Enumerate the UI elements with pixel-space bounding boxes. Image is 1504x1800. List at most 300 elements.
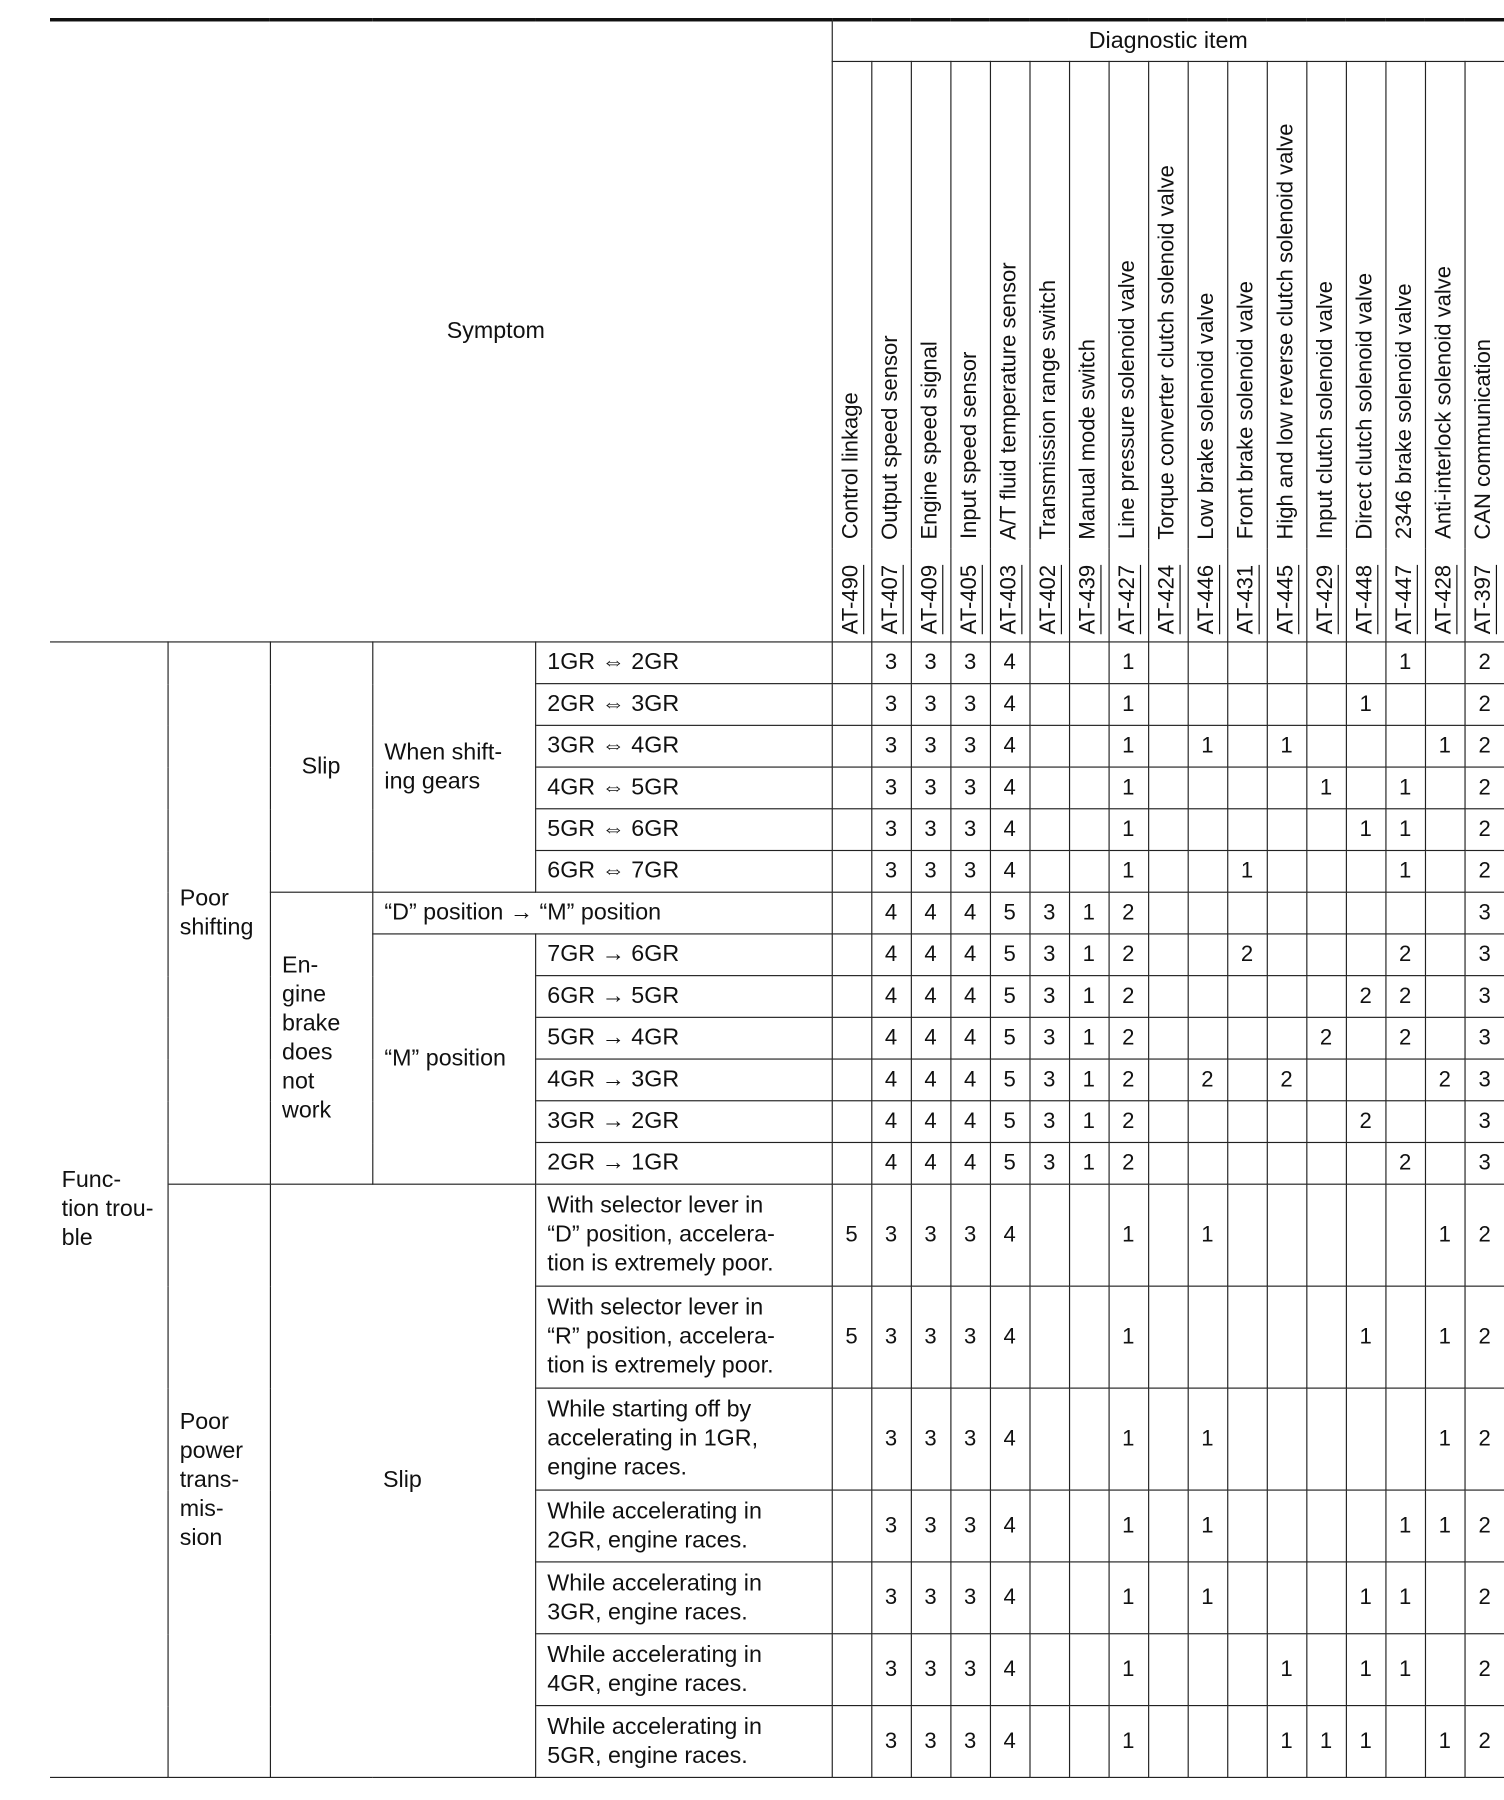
item-name-wrap bbox=[1030, 62, 1068, 549]
priority-cell: 3 bbox=[871, 767, 911, 809]
priority-cell bbox=[1148, 1286, 1188, 1388]
priority-cell bbox=[1227, 767, 1267, 809]
priority-cell: 2 bbox=[1465, 767, 1504, 809]
priority-cell bbox=[1425, 684, 1465, 726]
priority-cell: 1 bbox=[1109, 1706, 1149, 1778]
diagnostic-item-header: Diagnostic item bbox=[832, 20, 1504, 62]
item-ref-cell bbox=[950, 549, 990, 642]
item-ref-cell bbox=[1188, 549, 1228, 642]
priority-cell: 4 bbox=[990, 1706, 1030, 1778]
item-name: Line pressure solenoid valve bbox=[1115, 260, 1140, 540]
priority-cell bbox=[832, 1634, 872, 1706]
item-ref-link[interactable]: AT-428 bbox=[1431, 565, 1457, 635]
item-ref-cell bbox=[1069, 549, 1109, 642]
item-name-wrap bbox=[951, 62, 989, 549]
priority-cell: 1 bbox=[1385, 1562, 1425, 1634]
symptom-cell: 5GR ⇔ 6GR bbox=[535, 809, 832, 851]
item-name-wrap bbox=[872, 62, 910, 549]
item-name-wrap bbox=[1346, 62, 1384, 549]
priority-cell: 3 bbox=[950, 1286, 990, 1388]
priority-cell: 1 bbox=[1069, 934, 1109, 976]
item-name-wrap bbox=[1109, 62, 1147, 549]
priority-cell: 3 bbox=[950, 725, 990, 767]
symptom-cell: 1GR ⇔ 2GR bbox=[535, 642, 832, 684]
priority-cell bbox=[1188, 1286, 1228, 1388]
priority-cell bbox=[1425, 892, 1465, 934]
item-name-wrap bbox=[1149, 62, 1187, 549]
priority-cell: 1 bbox=[1109, 1388, 1149, 1490]
item-header bbox=[1069, 61, 1109, 548]
priority-cell bbox=[1188, 642, 1228, 684]
item-ref-link[interactable]: AT-407 bbox=[878, 565, 903, 635]
priority-cell bbox=[1148, 1706, 1188, 1778]
item-name: Low brake solenoid valve bbox=[1194, 292, 1220, 540]
priority-cell: 5 bbox=[990, 1059, 1030, 1101]
priority-cell: 4 bbox=[911, 1101, 951, 1143]
priority-cell bbox=[832, 642, 872, 684]
priority-cell bbox=[1069, 1388, 1109, 1490]
priority-cell bbox=[1188, 1017, 1228, 1059]
item-ref-cell bbox=[1385, 549, 1425, 642]
priority-cell bbox=[1227, 892, 1267, 934]
priority-cell: 1 bbox=[1109, 1490, 1149, 1562]
item-name: Manual mode switch bbox=[1075, 338, 1101, 540]
priority-cell bbox=[832, 1142, 872, 1184]
priority-cell: 3 bbox=[1465, 1017, 1504, 1059]
priority-cell bbox=[832, 725, 872, 767]
item-ref-link[interactable]: AT-448 bbox=[1352, 565, 1378, 635]
item-name: Transmission range switch bbox=[1036, 279, 1061, 540]
priority-cell bbox=[1267, 850, 1307, 892]
priority-cell bbox=[1069, 767, 1109, 809]
priority-cell: 3 bbox=[911, 1286, 951, 1388]
priority-cell bbox=[1306, 1059, 1346, 1101]
priority-cell bbox=[1069, 1490, 1109, 1562]
item-ref-cell bbox=[1227, 549, 1267, 642]
priority-cell: 2 bbox=[1306, 1017, 1346, 1059]
priority-cell: 1 bbox=[1188, 1388, 1228, 1490]
priority-cell bbox=[1425, 767, 1465, 809]
priority-cell: 5 bbox=[832, 1286, 872, 1388]
symptom-cell: 7GR → 6GR bbox=[535, 934, 832, 976]
priority-cell: 1 bbox=[1267, 1634, 1307, 1706]
priority-cell bbox=[1188, 1101, 1228, 1143]
priority-cell: 4 bbox=[871, 934, 911, 976]
priority-cell: 3 bbox=[1465, 934, 1504, 976]
priority-cell bbox=[1188, 767, 1228, 809]
item-ref-link[interactable]: AT-490 bbox=[838, 565, 864, 635]
item-name: Input clutch solenoid valve bbox=[1313, 281, 1338, 540]
priority-cell bbox=[1148, 725, 1188, 767]
priority-cell: 3 bbox=[1029, 892, 1069, 934]
priority-cell bbox=[1385, 892, 1425, 934]
priority-cell bbox=[1267, 642, 1307, 684]
item-name: Direct clutch solenoid valve bbox=[1352, 272, 1378, 540]
priority-cell: 3 bbox=[871, 642, 911, 684]
priority-cell bbox=[1148, 934, 1188, 976]
priority-cell: 3 bbox=[1029, 1017, 1069, 1059]
priority-cell: 2 bbox=[1465, 850, 1504, 892]
priority-cell: 1 bbox=[1267, 1706, 1307, 1778]
priority-cell: 3 bbox=[911, 684, 951, 726]
priority-cell bbox=[1306, 1490, 1346, 1562]
priority-cell bbox=[1227, 976, 1267, 1018]
item-ref-cell bbox=[990, 549, 1030, 642]
priority-cell: 2 bbox=[1267, 1059, 1307, 1101]
item-name-wrap bbox=[1426, 62, 1464, 549]
symptom-header: Symptom bbox=[50, 20, 832, 642]
item-name-wrap bbox=[911, 62, 949, 549]
priority-cell bbox=[1306, 850, 1346, 892]
priority-cell: 1 bbox=[1425, 1388, 1465, 1490]
priority-cell bbox=[1306, 1388, 1346, 1490]
priority-cell bbox=[1029, 1490, 1069, 1562]
priority-cell: 4 bbox=[990, 725, 1030, 767]
symptom-cell: 3GR → 2GR bbox=[535, 1101, 832, 1143]
priority-cell: 4 bbox=[911, 1059, 951, 1101]
priority-cell bbox=[1306, 725, 1346, 767]
item-name: High and low reverse clutch solenoid valve bbox=[1273, 123, 1299, 540]
item-header bbox=[871, 61, 911, 548]
priority-cell: 1 bbox=[1109, 1634, 1149, 1706]
priority-cell: 1 bbox=[1109, 1184, 1149, 1286]
priority-cell: 3 bbox=[871, 850, 911, 892]
item-ref-wrap bbox=[1030, 549, 1068, 642]
priority-cell bbox=[1029, 1388, 1069, 1490]
item-name: Front brake solenoid valve bbox=[1234, 281, 1259, 540]
item-name-wrap bbox=[1307, 62, 1345, 549]
item-name: Control linkage bbox=[838, 392, 864, 540]
priority-cell bbox=[832, 1562, 872, 1634]
priority-cell bbox=[1148, 1142, 1188, 1184]
priority-cell bbox=[1425, 642, 1465, 684]
item-header bbox=[1029, 61, 1069, 548]
priority-cell bbox=[1029, 767, 1069, 809]
priority-cell bbox=[832, 809, 872, 851]
priority-cell: 1 bbox=[1425, 725, 1465, 767]
priority-cell: 1 bbox=[1069, 892, 1109, 934]
priority-cell: 3 bbox=[1029, 1059, 1069, 1101]
priority-cell bbox=[1188, 1142, 1228, 1184]
diagnostic-sheet bbox=[50, 18, 1504, 1778]
priority-cell: 4 bbox=[990, 1286, 1030, 1388]
priority-cell bbox=[1227, 1286, 1267, 1388]
priority-cell bbox=[1029, 1184, 1069, 1286]
priority-cell bbox=[1385, 1101, 1425, 1143]
priority-cell bbox=[1267, 1286, 1307, 1388]
item-ref-cell bbox=[1465, 549, 1504, 642]
priority-cell: 3 bbox=[911, 725, 951, 767]
priority-cell bbox=[1148, 1184, 1188, 1286]
item-name-wrap bbox=[1188, 62, 1226, 549]
item-ref-link[interactable]: AT-402 bbox=[1036, 565, 1061, 635]
priority-cell bbox=[832, 1059, 872, 1101]
priority-cell: 1 bbox=[1188, 1490, 1228, 1562]
priority-cell: 1 bbox=[1425, 1706, 1465, 1778]
priority-cell: 4 bbox=[911, 976, 951, 1018]
item-name: Engine speed signal bbox=[917, 341, 943, 540]
priority-cell: 5 bbox=[990, 892, 1030, 934]
priority-cell: 5 bbox=[990, 934, 1030, 976]
priority-cell: 3 bbox=[911, 809, 951, 851]
priority-cell bbox=[1148, 1490, 1188, 1562]
priority-cell: 2 bbox=[1425, 1059, 1465, 1101]
symptom-cell: 4GR ⇔ 5GR bbox=[535, 767, 832, 809]
priority-cell bbox=[1267, 1388, 1307, 1490]
symptom-cell: While accelerating in 2GR, engine races. bbox=[535, 1490, 832, 1562]
priority-cell: 2 bbox=[1465, 1388, 1504, 1490]
priority-cell bbox=[1425, 976, 1465, 1018]
priority-cell: 3 bbox=[1029, 934, 1069, 976]
priority-cell: 3 bbox=[950, 684, 990, 726]
item-header bbox=[1385, 61, 1425, 548]
symptom-cell: 6GR → 5GR bbox=[535, 976, 832, 1018]
item-ref-cell bbox=[1148, 549, 1188, 642]
priority-cell: 2 bbox=[1385, 1017, 1425, 1059]
priority-cell bbox=[1385, 684, 1425, 726]
priority-cell bbox=[1148, 1562, 1188, 1634]
priority-cell: 1 bbox=[1425, 1490, 1465, 1562]
priority-cell bbox=[832, 850, 872, 892]
priority-cell bbox=[1425, 809, 1465, 851]
priority-cell bbox=[1148, 1017, 1188, 1059]
priority-cell: 1 bbox=[1306, 767, 1346, 809]
priority-cell bbox=[1029, 725, 1069, 767]
item-ref-link[interactable]: AT-429 bbox=[1313, 565, 1338, 635]
item-ref-wrap bbox=[832, 549, 870, 642]
priority-cell: 4 bbox=[990, 1388, 1030, 1490]
priority-cell bbox=[1306, 892, 1346, 934]
item-ref-link[interactable]: AT-409 bbox=[917, 565, 943, 635]
item-ref-wrap bbox=[1465, 549, 1504, 642]
item-ref-link[interactable]: AT-397 bbox=[1471, 565, 1497, 635]
priority-cell: 1 bbox=[1069, 1142, 1109, 1184]
when-shifting-label: When shift- ing gears bbox=[372, 642, 535, 892]
item-ref-link[interactable]: AT-447 bbox=[1392, 565, 1417, 635]
priority-cell bbox=[1306, 1634, 1346, 1706]
item-ref-link[interactable]: AT-431 bbox=[1234, 565, 1259, 635]
priority-cell bbox=[1069, 684, 1109, 726]
priority-cell: 3 bbox=[871, 1490, 911, 1562]
priority-cell: 2 bbox=[1109, 934, 1149, 976]
priority-cell: 3 bbox=[950, 1184, 990, 1286]
priority-cell: 2 bbox=[1109, 1017, 1149, 1059]
priority-cell: 3 bbox=[911, 1562, 951, 1634]
priority-cell bbox=[1227, 809, 1267, 851]
item-header bbox=[1465, 61, 1504, 548]
priority-cell: 2 bbox=[1465, 1634, 1504, 1706]
priority-cell: 3 bbox=[950, 1562, 990, 1634]
header-row-top bbox=[50, 20, 1504, 62]
priority-cell: 2 bbox=[1465, 1490, 1504, 1562]
priority-cell: 3 bbox=[950, 1706, 990, 1778]
symptom-cell: With selector lever in “R” position, accelera- tion is extremely poor. bbox=[535, 1286, 832, 1388]
priority-cell bbox=[1267, 1017, 1307, 1059]
priority-cell bbox=[1346, 1388, 1386, 1490]
item-ref-cell bbox=[1109, 549, 1149, 642]
item-ref-link[interactable]: AT-439 bbox=[1075, 565, 1101, 635]
item-header bbox=[950, 61, 990, 548]
item-ref-link[interactable]: AT-424 bbox=[1155, 565, 1180, 635]
priority-cell: 2 bbox=[1109, 1142, 1149, 1184]
priority-cell: 4 bbox=[950, 976, 990, 1018]
table-row bbox=[50, 1184, 1504, 1286]
priority-cell bbox=[1306, 642, 1346, 684]
priority-cell bbox=[1029, 1706, 1069, 1778]
priority-cell: 2 bbox=[1109, 1059, 1149, 1101]
priority-cell bbox=[1425, 850, 1465, 892]
priority-cell bbox=[1267, 892, 1307, 934]
item-name-wrap bbox=[832, 62, 870, 549]
item-ref-wrap bbox=[1228, 549, 1266, 642]
priority-cell: 3 bbox=[1029, 1101, 1069, 1143]
priority-cell bbox=[1227, 1634, 1267, 1706]
priority-cell: 4 bbox=[990, 1184, 1030, 1286]
priority-cell bbox=[832, 1706, 872, 1778]
engine-brake-label: En- gine brake does not work bbox=[270, 892, 372, 1184]
priority-cell bbox=[1346, 892, 1386, 934]
item-ref-cell bbox=[1425, 549, 1465, 642]
priority-cell bbox=[1346, 1017, 1386, 1059]
priority-cell: 3 bbox=[1029, 976, 1069, 1018]
priority-cell bbox=[1227, 1184, 1267, 1286]
item-ref-link[interactable]: AT-427 bbox=[1115, 565, 1140, 635]
priority-cell bbox=[1385, 1059, 1425, 1101]
priority-cell: 3 bbox=[911, 767, 951, 809]
item-header bbox=[1188, 61, 1228, 548]
priority-cell bbox=[1148, 976, 1188, 1018]
priority-cell: 4 bbox=[871, 1142, 911, 1184]
item-ref-link[interactable]: AT-445 bbox=[1273, 565, 1299, 635]
priority-cell: 1 bbox=[1109, 850, 1149, 892]
priority-cell bbox=[1029, 684, 1069, 726]
priority-cell bbox=[1306, 1184, 1346, 1286]
priority-cell: 1 bbox=[1346, 1562, 1386, 1634]
item-ref-cell bbox=[911, 549, 951, 642]
priority-cell: 3 bbox=[871, 1286, 911, 1388]
priority-cell bbox=[1306, 934, 1346, 976]
priority-cell: 1 bbox=[1385, 850, 1425, 892]
priority-cell: 1 bbox=[1385, 809, 1425, 851]
priority-cell bbox=[832, 684, 872, 726]
priority-cell: 5 bbox=[990, 1142, 1030, 1184]
item-ref-link[interactable]: AT-446 bbox=[1194, 565, 1220, 635]
priority-cell bbox=[832, 1101, 872, 1143]
priority-cell: 1 bbox=[1109, 642, 1149, 684]
priority-cell: 3 bbox=[911, 1634, 951, 1706]
priority-cell bbox=[1069, 1706, 1109, 1778]
priority-cell bbox=[1267, 767, 1307, 809]
priority-cell bbox=[1306, 976, 1346, 1018]
priority-cell bbox=[1385, 725, 1425, 767]
priority-cell: 4 bbox=[990, 642, 1030, 684]
poor-power-label: Poor power trans- mis- sion bbox=[167, 1184, 269, 1777]
priority-cell bbox=[1306, 1562, 1346, 1634]
priority-cell bbox=[1267, 934, 1307, 976]
priority-cell bbox=[1346, 1490, 1386, 1562]
priority-cell: 3 bbox=[950, 767, 990, 809]
priority-cell bbox=[1346, 1059, 1386, 1101]
priority-cell bbox=[1148, 642, 1188, 684]
item-ref-link[interactable]: AT-403 bbox=[996, 565, 1022, 635]
item-ref-wrap bbox=[1307, 549, 1345, 642]
slip-label: Slip bbox=[270, 1184, 535, 1777]
priority-cell: 3 bbox=[871, 725, 911, 767]
item-header bbox=[832, 61, 872, 548]
priority-cell bbox=[832, 892, 872, 934]
item-ref-link[interactable]: AT-405 bbox=[957, 565, 982, 635]
symptom-cell: 3GR ⇔ 4GR bbox=[535, 725, 832, 767]
priority-cell bbox=[1029, 642, 1069, 684]
priority-cell bbox=[1267, 1101, 1307, 1143]
priority-cell: 2 bbox=[1346, 1101, 1386, 1143]
priority-cell: 1 bbox=[1188, 1184, 1228, 1286]
priority-cell bbox=[1346, 1142, 1386, 1184]
item-ref-cell bbox=[832, 549, 872, 642]
priority-cell: 3 bbox=[911, 850, 951, 892]
priority-cell: 1 bbox=[1346, 1634, 1386, 1706]
priority-cell bbox=[1188, 684, 1228, 726]
symptom-cell: While accelerating in 3GR, engine races. bbox=[535, 1562, 832, 1634]
item-name-wrap bbox=[1465, 62, 1504, 549]
item-ref-wrap bbox=[911, 549, 949, 642]
priority-cell bbox=[1306, 1101, 1346, 1143]
priority-cell: 3 bbox=[911, 1706, 951, 1778]
item-name-wrap bbox=[1228, 62, 1266, 549]
item-ref-wrap bbox=[1109, 549, 1147, 642]
priority-cell bbox=[1069, 850, 1109, 892]
priority-cell: 1 bbox=[1346, 1706, 1386, 1778]
priority-cell: 4 bbox=[911, 934, 951, 976]
priority-cell: 1 bbox=[1109, 684, 1149, 726]
priority-cell bbox=[1069, 642, 1109, 684]
item-ref-cell bbox=[1267, 549, 1307, 642]
priority-cell bbox=[1148, 1059, 1188, 1101]
priority-cell: 4 bbox=[950, 1142, 990, 1184]
priority-cell: 4 bbox=[911, 892, 951, 934]
poor-shifting-label: Poor shifting bbox=[167, 642, 269, 1184]
priority-cell: 2 bbox=[1385, 934, 1425, 976]
priority-cell: 2 bbox=[1109, 1101, 1149, 1143]
priority-cell bbox=[1267, 1562, 1307, 1634]
priority-cell: 4 bbox=[871, 892, 911, 934]
priority-cell bbox=[1306, 809, 1346, 851]
priority-cell bbox=[1069, 1286, 1109, 1388]
table-row bbox=[50, 642, 1504, 684]
item-ref-wrap bbox=[1426, 549, 1464, 642]
priority-cell: 4 bbox=[990, 1634, 1030, 1706]
item-name: CAN communication bbox=[1471, 338, 1497, 540]
priority-cell: 3 bbox=[1465, 1101, 1504, 1143]
priority-cell: 2 bbox=[1465, 1562, 1504, 1634]
priority-cell: 5 bbox=[990, 1101, 1030, 1143]
priority-cell: 3 bbox=[1465, 976, 1504, 1018]
priority-cell bbox=[1425, 1101, 1465, 1143]
priority-cell bbox=[1148, 684, 1188, 726]
symptom-cell: While starting off by accelerating in 1GR, engine races. bbox=[535, 1388, 832, 1490]
item-header bbox=[1148, 61, 1188, 548]
priority-cell bbox=[1227, 1142, 1267, 1184]
item-header bbox=[1425, 61, 1465, 548]
priority-cell bbox=[1069, 1184, 1109, 1286]
priority-cell bbox=[1346, 934, 1386, 976]
priority-cell: 4 bbox=[990, 809, 1030, 851]
priority-cell bbox=[1227, 1101, 1267, 1143]
priority-cell bbox=[832, 934, 872, 976]
item-name-wrap bbox=[1267, 62, 1305, 549]
priority-cell bbox=[1267, 684, 1307, 726]
slip-label: Slip bbox=[270, 642, 372, 892]
